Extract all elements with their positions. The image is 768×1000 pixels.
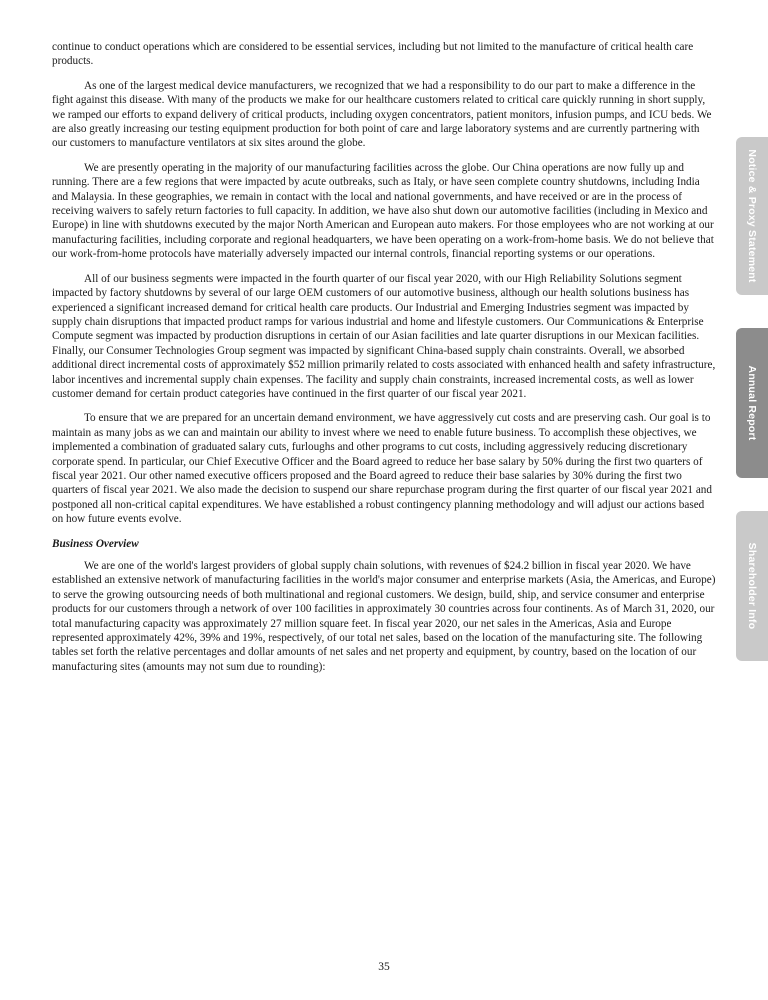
- page-body: [52, 40, 716, 684]
- body-paragraph: We are presently operating in the majority of our manufacturing facilities across the globe. Our China operations are now fully up and running. There are a few regions that were impacted by acute outbreaks, such as Italy, or have seen complete country shutdowns, including India and Malaysia. In these geographies, we remain in contact with the local and national governments, and have received or are in the process of receiving waivers to safely return factories to full capacity. In addition, we have also shut down our automotive facilities (including in Mexico and Europe) in line with shutdowns executed by the major North American and European auto makers. For those employees who are not working at our manufacturing facilities, including corporate and regional headquarters, we have been operating on a work-from-home basis. We do not believe that our work-from-home protocols have materially adversely impacted our internal controls, financial reporting systems or our operations.: [52, 161, 714, 261]
- body-paragraph: To ensure that we are prepared for an uncertain demand environment, we have aggressively cut costs and are preserving cash. Our goal is to maintain as many jobs as we can and maintain our ability to invest where we need to enable future business. To accomplish these objectives, we implemented a combination of graduated salary cuts, furloughs and other programs to cut costs, including aggressively reducing discretionary corporate spend. In particular, our Chief Executive Officer and the Board agreed to reduce her base salary by 50% during the first two quarters of fiscal year 2021. Our other named executive officers proposed and the Board agreed to reduce their base salaries by 30% during the first two quarters of fiscal year 2021. We also made the decision to suspend our share repurchase program during the first quarter of our fiscal year 2021 and postponed all non-critical capital expenditures. We have established a robust contingency planning methodology and will adjust our actions based on how future events evolve.: [52, 412, 712, 526]
- page-number: 35: [378, 961, 390, 973]
- body-paragraph: continue to conduct operations which are considered to be essential services, including but not limited to the manufacture of critical health care products.: [52, 41, 694, 68]
- body-paragraph: As one of the largest medical device manufacturers, we recognized that we had a responsibility to do our part to make a difference in the fight against this disease. With many of the products we make for our healthcare customers related to critical care quickly running in short supply, we ramped our efforts to expand delivery of critical products, including oxygen concentrators, patient monitors, infusion pumps, and ICU beds. We are also greatly increasing our testing equipment production for both point of care and large laboratory systems and are currently partnering with our customers to manufacture ventilators at six sites around the globe.: [52, 79, 712, 150]
- side-tab-label: Shareholder Info: [746, 542, 758, 630]
- side-tab-notice-proxy-statement[interactable]: [736, 137, 768, 295]
- body-paragraph: All of our business segments were impacted in the fourth quarter of our fiscal year 2020, with our High Reliability Solutions segment impacted by factory shutdowns by several of our large OEM customers of our automotive business, although our health solutions business has experienced a significant increased demand for critical health care products. Our Industrial and Emerging Industries segment was impacted by supply chain disruptions that impacted product ramps for various industrial and home and lifestyle customers. Our Communications & Enterprise Compute segment was impacted by production disruptions in certain of our Asian facilities and late quarter disruptions in our Mexican facilities. Finally, our Consumer Technologies Group segment was impacted by significant China-based supply chain constraints. Overall, we absorbed additional direct incremental costs of approximately $52 million primarily related to costs associated with enhanced health and safety infrastructure, labor incentives and incremental supply chain expenses. The facility and supply chain constraints, increased incremental costs, as well as lower customer demand for certain product categories have continued in the first quarter of our fiscal year 2021.: [52, 272, 716, 400]
- side-tab-label: Annual Report: [746, 365, 758, 441]
- body-paragraph: We are one of the world's largest providers of global supply chain solutions, with revenues of $24.2 billion in fiscal year 2020. We have established an extensive network of manufacturing facilities in the world's major consumer and enterprise markets (Asia, the Americas, and Europe) to serve the growing outsourcing needs of both multinational and regional customers. We design, build, ship, and service consumer and enterprise products for our customers through a network of over 100 facilities in approximately 30 countries across four continents. As of March 31, 2020, our total manufacturing capacity was approximately 27 million square feet. In fiscal year 2020, our net sales in the Americas, Asia and Europe represented approximately 42%, 39% and 19%, respectively, of our total net sales, based on the location of the manufacturing site. The following tables set forth the relative percentages and dollar amounts of net sales and net property and equipment, by country, based on the location of our manufacturing sites (amounts may not sum due to rounding):: [52, 560, 716, 673]
- side-tab-shareholder-info[interactable]: [736, 511, 768, 661]
- side-tab-annual-report[interactable]: [736, 328, 768, 478]
- section-heading: Business Overview: [52, 537, 139, 550]
- side-tab-label: Notice & Proxy Statement: [746, 149, 758, 283]
